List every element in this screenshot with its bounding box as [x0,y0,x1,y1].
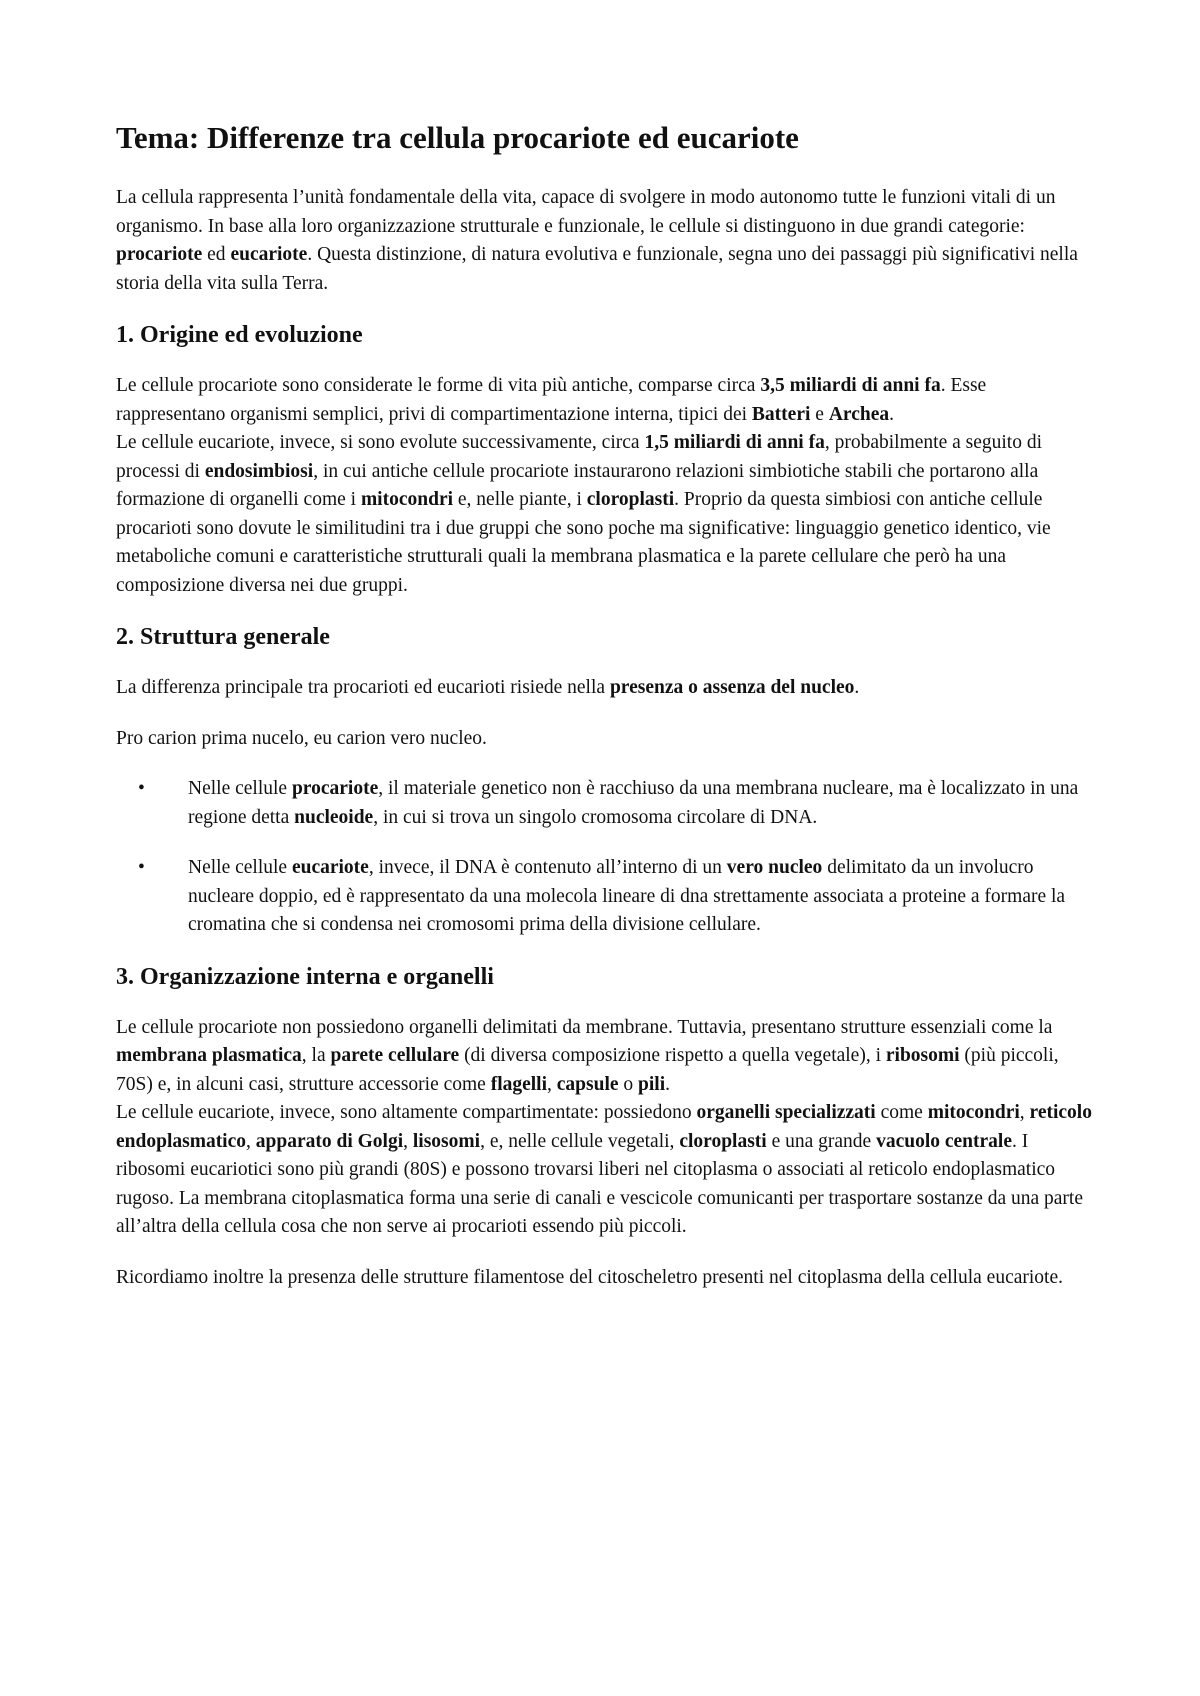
section1-paragraph-1 [116,372,1096,429]
section3-paragraph-3 [116,1264,1096,1293]
text-run: Nelle cellule [188,778,292,799]
bold-term: organelli specializzati [696,1102,876,1123]
text-run: , [403,1130,413,1152]
text-run: Ricordiamo inoltre la presenza delle strutture filamentose del citoscheletro presenti nel citoplasma della cellula eucariote. [116,1266,1063,1288]
bold-term: procariote [116,244,203,265]
text-run: ed [202,244,231,265]
intro-paragraph [116,184,1096,298]
text-run: . Esse rappresentano organismi semplici, privi di compartimentazione interna, tipici dei [116,375,987,425]
text-run: , in cui si trova un singolo cromosoma circolare di DNA. [373,806,818,828]
text-run: Le cellule eucariote, invece, si sono evolute successivamente, circa [116,432,645,453]
section2-paragraph-1 [116,674,1096,703]
bold-term: vero nucleo [726,857,823,878]
text-run: , [1019,1102,1030,1123]
bold-term: parete cellulare [330,1045,460,1066]
text-run: . Proprio da questa simbiosi con antiche cellule procarioti sono dovute le similitudini tra i due gruppi che sono poche ma significative: linguaggio genetico identico, vie metaboliche comuni e caratteristiche strutturali quali la membrana plasmatica e la parete cellulare che però ha una composizione diversa nei due gruppi. [116,489,1051,596]
text-run: Nelle cellule [188,857,292,878]
text-run: e [810,403,829,425]
section-heading-origine: 1. Origine ed evoluzione [116,322,363,348]
text-run: , probabilmente a seguito di processi di [116,432,1043,482]
bold-term: Batteri [751,403,811,425]
bold-term: cloroplasti [586,489,675,510]
text-run: . [854,677,860,698]
text-run: (di diversa composizione rispetto a quella vegetale), i [459,1045,886,1066]
bold-term: membrana plasmatica [116,1045,302,1066]
bullet-list [116,775,1096,940]
text-run: , il materiale genetico non è racchiuso da una membrana nucleare, ma è localizzato in una regione detta [188,778,1079,828]
bold-term: 3,5 miliardi di anni fa [760,375,941,396]
text-run: La cellula rappresenta l’unità fondamentale della vita, capace di svolgere in modo autonomo tutte le funzioni vitali di un organismo. In base alla loro organizzazione strutturale e funzionale, le cellule si distinguono in due grandi categorie: [116,187,1056,237]
text-run: , in cui antiche cellule procariote instaurarono relazioni simbiotiche stabili che portarono alla formazione di organelli come i [116,460,1039,510]
text-run: Le cellule procariote sono considerate le forme di vita più antiche, comparse circa [116,375,761,396]
bold-term: lisosomi [412,1130,481,1152]
bold-term: eucariote [291,857,369,878]
text-run: , invece, il DNA è contenuto all’interno di un [368,857,727,878]
text-run: , [246,1130,256,1152]
bold-term: procariote [291,778,379,799]
bullet-text [188,778,1078,828]
section-heading-organizzazione: 3. Organizzazione interna e organelli [116,963,494,990]
text-run: delimitato da un involucro nucleare doppio, ed è rappresentato da una molecola lineare di dna strettamente associata a proteine a formare la cromatina che si condensa nei cromosomi prima della divisione cellulare. [188,857,1066,935]
bold-term: 1,5 miliardi di anni fa [644,432,825,453]
section-heading-struttura: 2. Struttura generale [116,624,330,650]
text-run: La differenza principale tra procarioti ed eucarioti risiede nella [116,677,610,698]
text-run: . Questa distinzione, di natura evolutiva e funzionale, segna uno dei passaggi più significativi nella storia della vita sulla Terra. [116,244,1078,294]
bold-term: vacuolo centrale [876,1130,1012,1152]
text-run: e una grande [766,1130,877,1152]
bold-term: mitocondri [927,1102,1020,1123]
bold-term: flagelli [490,1073,548,1095]
bold-term: endosimbiosi [204,460,314,482]
bullet-icon: • [138,857,145,878]
bold-term: eucariote [230,244,308,265]
text-run: . [889,403,894,425]
section2-paragraph-2 [116,725,1096,754]
text-run: Le cellule procariote non possiedono organelli delimitati da membrane. Tuttavia, presentano strutture essenziali come la [116,1016,1053,1038]
bold-term: apparato di Golgi [255,1130,404,1152]
text-run: . I ribosomi eucariotici sono più grandi (80S) e possono trovarsi liberi nel citoplasma o associati al reticolo endoplasmatico rugoso. La membrana citoplasmatica forma una serie di canali e vescicole comunicanti per trasportare sostanze da una parte all’altra della cellula cosa che non serve ai procarioti essendo più piccoli. [116,1130,1084,1237]
text-run: , [547,1073,557,1095]
list-item-eucariote [116,854,1096,940]
list-item-procariote [116,775,1096,832]
text-run: . [665,1073,671,1095]
text-run: o [618,1073,639,1095]
bold-term: reticolo endoplasmatico [116,1102,1092,1152]
section1-paragraph-2 [116,429,1096,600]
bold-term: capsule [556,1073,619,1095]
text-run: (più piccoli, 70S) e, in alcuni casi, strutture accessorie come [116,1045,1059,1095]
bold-term: cloroplasti [679,1130,767,1152]
bold-term: nucleoide [294,806,374,828]
text-run: , e, nelle cellule vegetali, [480,1130,680,1152]
bullet-text [188,857,1065,935]
section3-paragraph-2 [116,1099,1096,1242]
bold-term: mitocondri [360,489,454,510]
section3-paragraph-1 [116,1014,1096,1100]
bold-term: presenza o assenza del nucleo [609,677,855,698]
text-run: Le cellule eucariote, invece, sono altamente compartimentate: possiedono [116,1102,697,1123]
bold-term: ribosomi [885,1045,960,1066]
bullet-icon: • [138,778,145,799]
bold-term: Archea [828,403,890,425]
document-title: Tema: Differenze tra cellula procariote ed eucariote [116,120,799,155]
text-run: come [875,1102,928,1123]
text-run: e, nelle piante, i [453,489,587,510]
text-run: , la [301,1045,331,1066]
bold-term: pili [638,1073,666,1095]
text-run: Pro carion prima nucelo, eu carion vero nucleo. [116,727,487,749]
